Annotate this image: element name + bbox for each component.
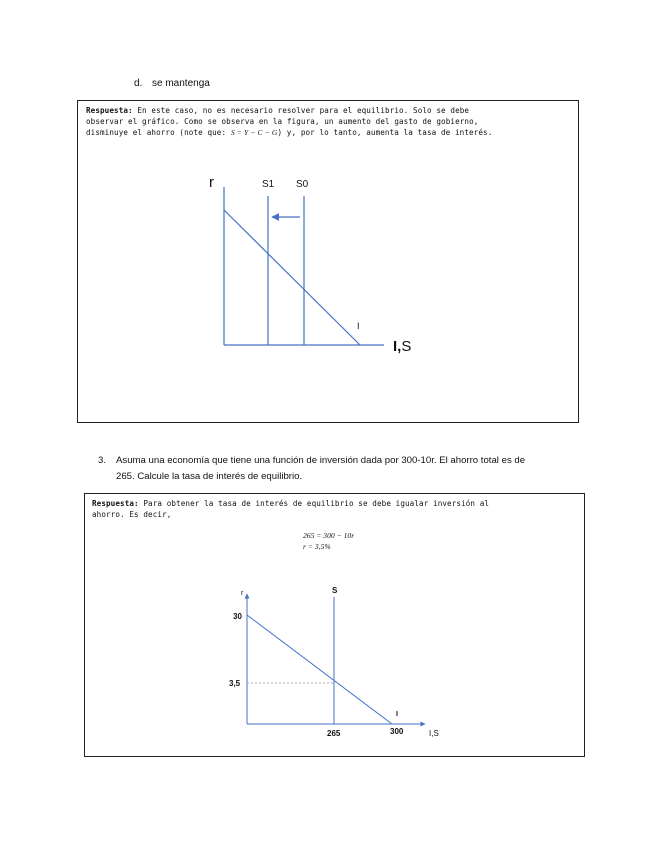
answer-box-1	[77, 100, 579, 423]
tick-label-265: 265	[327, 729, 341, 738]
investment-line	[247, 615, 392, 724]
investment-line	[224, 210, 360, 345]
tick-label-30: 30	[233, 612, 242, 621]
y-axis-label: r	[209, 174, 214, 191]
question-line: 265. Calcule la tasa de interés de equilibrio.	[116, 471, 303, 482]
tick-label-35: 3,5	[229, 679, 241, 688]
i-curve-label: I	[357, 321, 360, 331]
answer-label: Respuesta:	[86, 106, 133, 115]
list-letter: d.	[134, 78, 143, 89]
graph-2	[85, 494, 584, 756]
equation: r = 3,5%	[303, 542, 331, 551]
x-axis-label: I,S	[429, 729, 439, 738]
i-label: I	[396, 711, 398, 718]
x-axis-label: I,S	[393, 338, 412, 355]
s0-label: S0	[296, 179, 309, 190]
tick-label-300: 300	[390, 727, 404, 736]
answer-line: ) y, por lo tanto, aumenta la tasa de interés.	[277, 128, 493, 137]
answer-line: En este caso, no es necesario resolver para el equilibrio. Solo se debe	[132, 106, 470, 115]
answer-line: observar el gráfico. Como se observa en la figura, un aumento del gasto de gobierno,	[86, 117, 479, 126]
s1-label: S1	[262, 179, 275, 190]
s-label: S	[332, 586, 338, 595]
formula: S = Y − C − G	[230, 128, 278, 137]
question-text	[116, 453, 586, 485]
question-number: 3.	[98, 455, 107, 466]
y-axis-label: r	[241, 590, 244, 597]
question-line: Asuma una economía que tiene una función de inversión dada por 300-10r. El ahorro total es de	[116, 455, 526, 466]
answer-line: disminuye el ahorro (note que:	[86, 128, 231, 137]
equation: 265 = 300 − 10r	[303, 531, 355, 540]
list-item-d	[134, 78, 210, 89]
list-text: se mantenga	[152, 78, 210, 89]
answer-line: ahorro. Es decir,	[92, 510, 172, 519]
answer-line: Para obtener la tasa de interés de equilibrio se debe igualar inversión al	[138, 499, 490, 508]
answer-label: Respuesta:	[92, 499, 139, 508]
graph-1	[78, 101, 578, 422]
answer-box-2	[84, 493, 585, 757]
